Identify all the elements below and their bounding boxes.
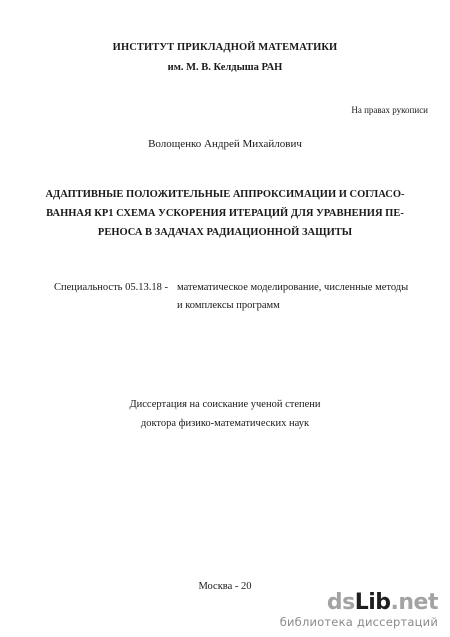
watermark-logo [280, 592, 438, 614]
institute-title: ИНСТИТУТ ПРИКЛАДНОЙ МАТЕМАТИКИ [112, 42, 338, 53]
degree-line-2: доктора физико-математических наук [140, 418, 310, 429]
specialty-text-line-1: математическое моделирование, численные методы [177, 282, 409, 293]
dissertation-title-line-3: РЕНОСА В ЗАДАЧАХ РАДИАЦИОННОЙ ЗАЩИТЫ [97, 227, 353, 238]
institute-name: им. М. В. Келдыша РАН [167, 62, 283, 73]
watermark-logo-net: .net [390, 590, 438, 615]
watermark-logo-lib: Lib [354, 590, 391, 615]
rights-note: На правах рукописи [351, 105, 428, 115]
watermark-logo-ds: ds [326, 590, 355, 615]
author-name: Волощенко Андрей Михайлович [148, 138, 302, 150]
watermark [280, 592, 438, 629]
specialty-label: Специальность 05.13.18 - [54, 282, 168, 293]
degree-line-1: Диссертация на соискание ученой степени [129, 399, 321, 410]
watermark-subtitle: библиотека диссертаций [279, 615, 438, 629]
city-year: Москва - 20 [198, 581, 252, 592]
specialty-text-line-2: и комплексы программ [177, 300, 280, 311]
dissertation-title-line-1: АДАПТИВНЫЕ ПОЛОЖИТЕЛЬНЫЕ АППРОКСИМАЦИИ И СОГЛАСО- [45, 189, 405, 200]
dissertation-title-line-2: ВАННАЯ КР1 СХЕМА УСКОРЕНИЯ ИТЕРАЦИЙ ДЛЯ УРАВНЕНИЯ ПЕ- [46, 208, 404, 219]
